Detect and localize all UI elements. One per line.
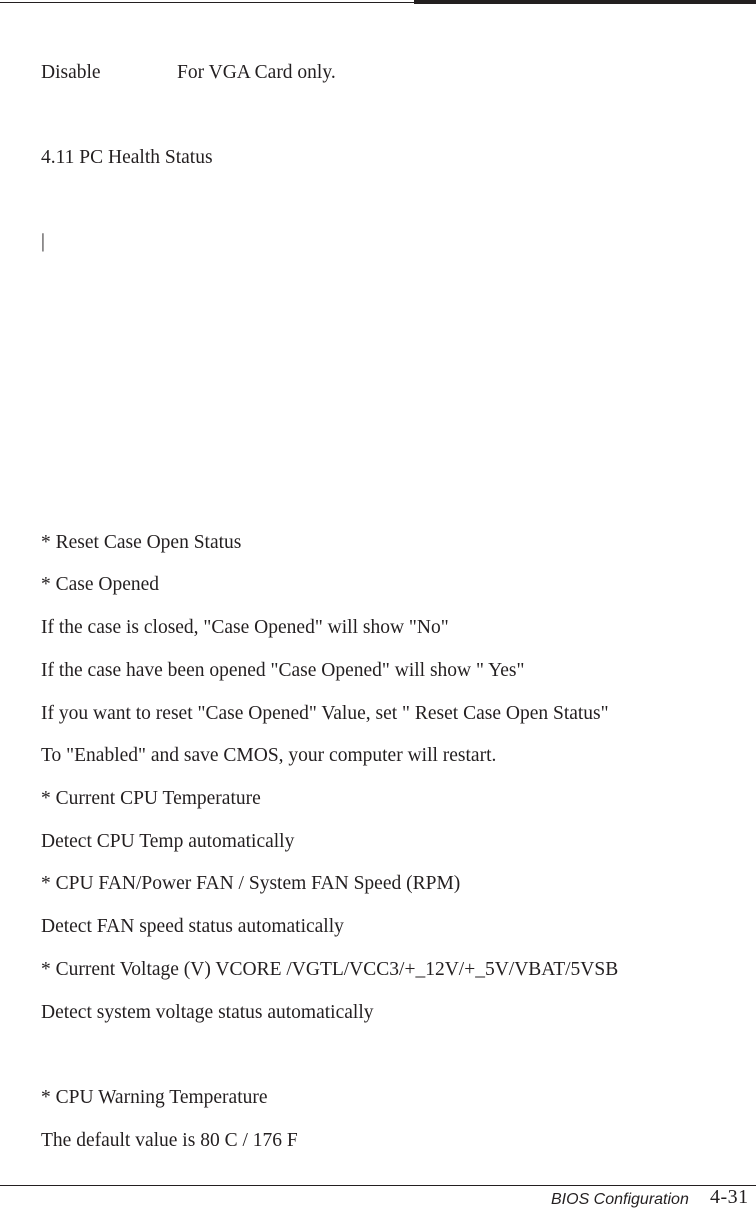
item-case-opened: * Case Opened (41, 574, 160, 595)
text-line: Detect FAN speed status automatically (41, 916, 344, 937)
item-fan-speed: * CPU FAN/Power FAN / System FAN Speed (RPM) (41, 873, 461, 894)
footer-section-title: BIOS Configuration (551, 1191, 689, 1208)
text-line: If the case is closed, "Case Opened" will show "No" (41, 617, 449, 638)
text-line: Detect system voltage status automatically (41, 1002, 374, 1023)
text-line: The default value is 80 C / 176 F (41, 1130, 298, 1151)
text-line: If you want to reset "Case Opened" Value, set " Reset Case Open Status" (41, 703, 609, 724)
page-number: 4-31 (710, 1186, 749, 1208)
text-line: Detect CPU Temp automatically (41, 831, 295, 852)
item-current-voltage: * Current Voltage (V) VCORE /VGTL/VCC3/+_12V/+_5V/VBAT/5VSB (41, 959, 619, 980)
section-heading: 4.11 PC Health Status (41, 147, 213, 168)
option-description: For VGA Card only. (177, 62, 336, 83)
text-line: If the case have been opened "Case Opened" will show " Yes" (41, 660, 525, 681)
item-current-cpu-temperature: * Current CPU Temperature (41, 788, 261, 809)
item-reset-case-open-status: * Reset Case Open Status (41, 532, 242, 553)
header-rule-thin (0, 2, 414, 3)
text-cursor-mark: | (41, 231, 45, 252)
header-rule-thick (414, 0, 756, 4)
text-line: To "Enabled" and save CMOS, your computer will restart. (41, 745, 497, 766)
option-value: Disable (41, 62, 101, 83)
footer-rule (0, 1185, 756, 1186)
item-cpu-warning-temperature: * CPU Warning Temperature (41, 1087, 268, 1108)
